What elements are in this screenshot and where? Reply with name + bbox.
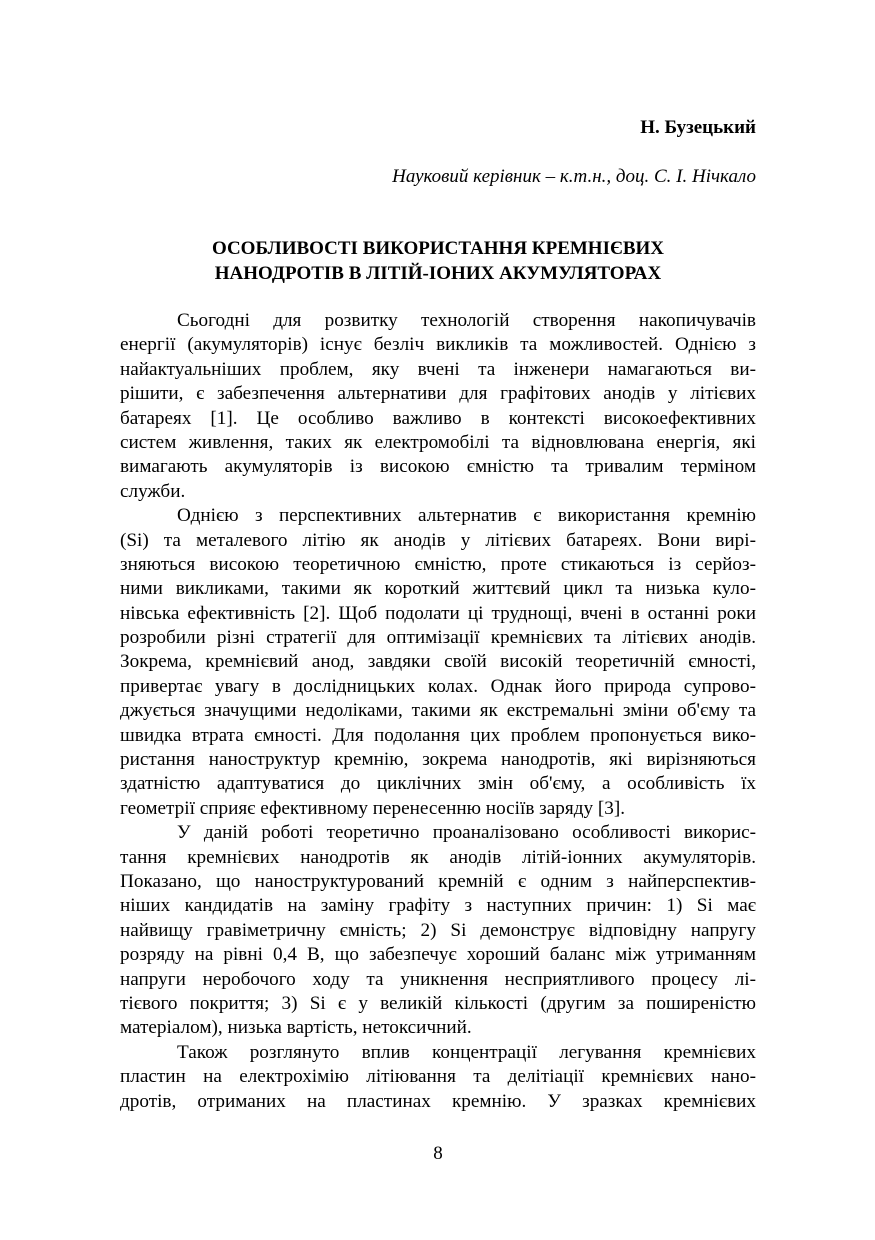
text-line: систем живлення, таких як електромобілі та відновлювана енергія, які [120, 431, 756, 453]
text-line: пластин на електрохімію літіювання та делітіації кремнієвих нано- [120, 1066, 756, 1088]
text-line: дротів, отриманих на пластинах кремнію. У зразках кремнієвих [120, 1090, 756, 1112]
text-line: Однією з перспективних альтернатив є використання кремнію [177, 505, 756, 527]
text-line: служби. [120, 480, 186, 502]
text-line: ристання наноструктур кремнію, зокрема нанодротів, які вирізняються [120, 749, 756, 771]
page-number: 8 [433, 1143, 443, 1164]
text-line: батареях [1]. Це особливо важливо в контексті високоефективних [120, 407, 756, 429]
text-line: розряду на рівні 0,4 В, що забезпечує хороший баланс між утриманням [120, 944, 756, 966]
text-line: геометрії сприяє ефективному перенесенню носіїв заряду [3]. [120, 797, 626, 819]
text-line: вимагають акумуляторів із високою ємністю та тривалим терміном [120, 456, 756, 478]
text-line: найвищу гравіметричну ємність; 2) Si демонструє відповідну напругу [120, 919, 756, 941]
text-line: енергії (акумуляторів) існує безліч викликів та можливостей. Однією з [120, 334, 756, 356]
text-line: тання кремнієвих нанодротів як анодів літій-іонних акумуляторів. [120, 846, 756, 868]
text-line: Зокрема, кремнієвий анод, завдяки своїй високій теоретичній ємності, [120, 651, 756, 673]
text-line: розробили різні стратегії для оптимізації кремнієвих та літієвих анодів. [120, 627, 756, 649]
article-title [120, 236, 756, 286]
text-line: здатністю адаптуватися до циклічних змін об'єму, а особливість їх [120, 773, 756, 795]
title-line: НАНОДРОТІВ В ЛІТІЙ-ІОНИХ АКУМУЛЯТОРАХ [214, 263, 662, 284]
text-line: найактуальніших проблем, яку вчені та інженери намагаються ви- [120, 358, 756, 380]
text-line: привертає увагу в дослідницьких колах. Однак його природа супрово- [120, 675, 756, 697]
text-line: У даній роботі теоретично проаналізовано особливості викорис- [177, 822, 756, 844]
text-line: нівська ефективність [2]. Щоб подолати ці труднощі, вчені в останні роки [120, 602, 756, 624]
text-line: джується значущими недоліками, такими як екстремальні зміни об'єму та [120, 700, 756, 722]
page [120, 0, 756, 1240]
author-name: Н. Бузецький [640, 117, 756, 138]
title-line: ОСОБЛИВОСТІ ВИКОРИСТАННЯ КРЕМНІЄВИХ [211, 238, 665, 259]
text-line: швидка втрата ємності. Для подолання цих проблем пропонується вико- [120, 724, 756, 746]
text-line: зняються високою теоретичною ємністю, проте стикаються із серйоз- [120, 553, 756, 575]
text-line: Показано, що наноструктурований кремній є одним з найперспектив- [120, 870, 756, 892]
text-line: тієвого покриття; 3) Si є у великій кількості (другим за поширеністю [120, 992, 756, 1014]
text-line: Також розглянуто вплив концентрації легування кремнієвих [177, 1041, 756, 1063]
text-line: напруги неробочого ходу та уникнення несприятливого процесу лі- [120, 968, 756, 990]
text-line: рішити, є забезпечення альтернативи для графітових анодів у літієвих [120, 383, 756, 405]
scientific-advisor: Науковий керівник – к.т.н., доц. С. І. Нічкало [392, 166, 756, 187]
text-line: матеріалом), низька вартість, нетоксичний. [120, 1017, 472, 1039]
text-line: ніших кандидатів на заміну графіту з наступних причин: 1) Si має [120, 895, 756, 917]
article-body [120, 309, 756, 1114]
text-line: (Si) та металевого літію як анодів у літієвих батареях. Вони вирі- [120, 529, 756, 551]
text-line: Сьогодні для розвитку технологій створення накопичувачів [177, 310, 756, 331]
text-line: ними викликами, такими як короткий життєвий цикл та низька куло- [120, 578, 756, 600]
